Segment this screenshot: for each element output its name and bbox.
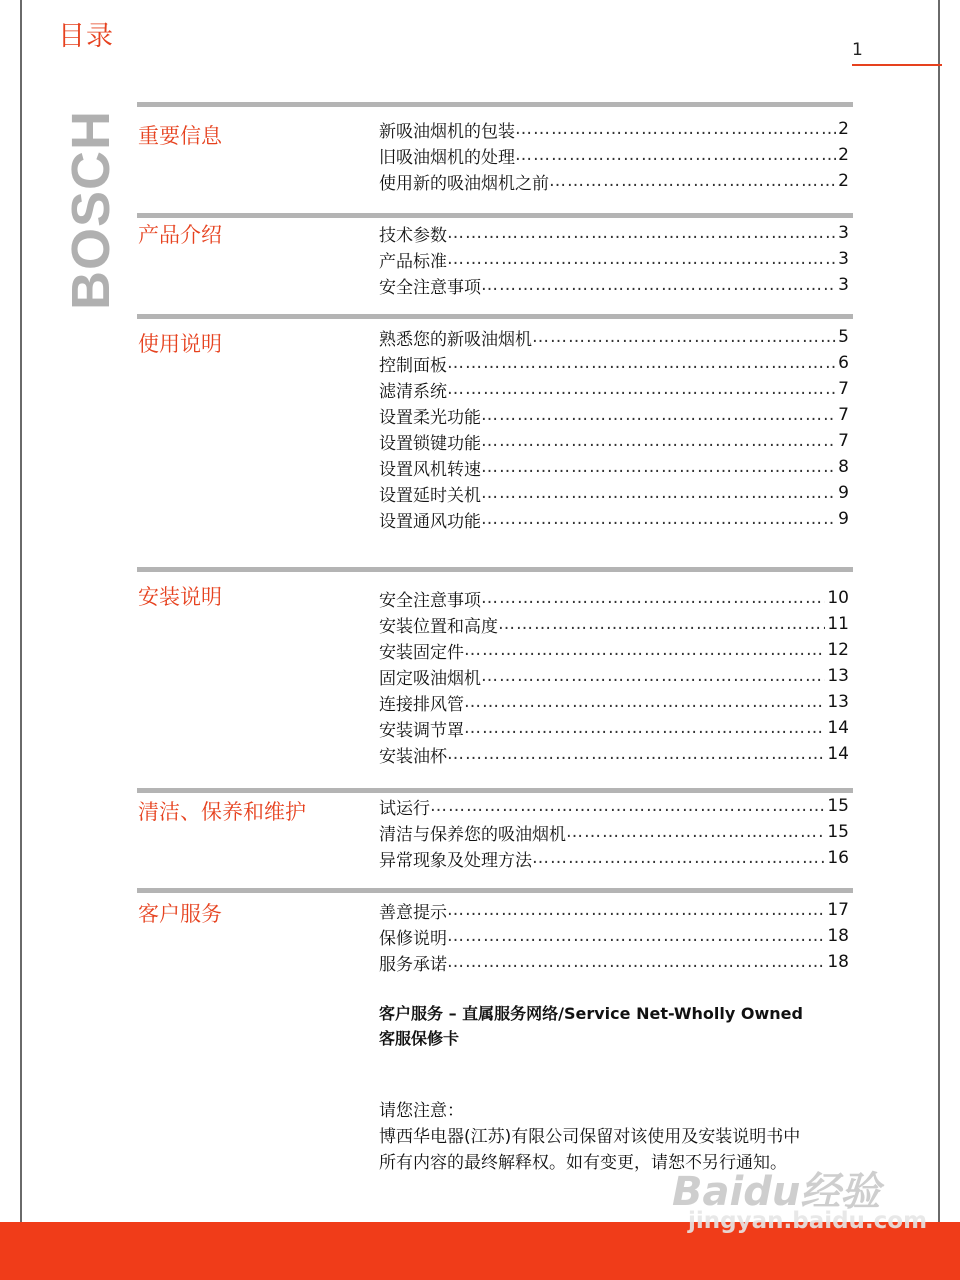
toc-entry-title: 安装固定件 [379, 642, 464, 663]
toc-entry[interactable] [379, 324, 849, 350]
dot-leader [481, 275, 836, 295]
toc-entry-title: 设置锁键功能 [379, 433, 481, 454]
toc-entry-page: 6 [838, 353, 849, 373]
notice-label: 请您注意： [379, 1101, 464, 1121]
toc-entry[interactable] [379, 428, 849, 454]
toc-entry-title: 安装调节罩 [379, 720, 464, 741]
toc-entry-page: 18 [827, 952, 849, 972]
toc-entry-title: 设置风机转速 [379, 459, 481, 480]
service-network-note [379, 1001, 803, 1051]
toc-entry-page: 3 [838, 223, 849, 243]
section-heading: 客户服务 [138, 902, 222, 926]
toc-entry-page: 11 [827, 614, 849, 634]
dot-leader [532, 327, 836, 347]
toc-entry-page: 9 [838, 483, 849, 503]
toc-entry[interactable] [379, 402, 849, 428]
toc-entry[interactable] [379, 220, 849, 246]
section-divider [137, 888, 853, 893]
toc-entry-page: 16 [827, 848, 849, 868]
dot-leader [447, 379, 836, 399]
dot-leader [532, 848, 825, 868]
dot-leader [464, 692, 825, 712]
toc-entries [379, 585, 849, 767]
toc-entry-title: 设置柔光功能 [379, 407, 481, 428]
toc-entry[interactable] [379, 168, 849, 194]
toc-entry-page: 3 [838, 249, 849, 269]
dot-leader [447, 952, 825, 972]
toc-entry-page: 15 [827, 822, 849, 842]
page-number: 1 [852, 40, 863, 60]
section-divider [137, 213, 853, 218]
dot-leader [549, 171, 836, 191]
dot-leader [481, 457, 836, 477]
toc-entry[interactable] [379, 949, 849, 975]
toc-entry[interactable] [379, 376, 849, 402]
dot-leader [481, 431, 836, 451]
toc-entry-title: 设置延时关机 [379, 485, 481, 506]
dot-leader [481, 509, 836, 529]
toc-entry-page: 2 [838, 171, 849, 191]
toc-entry[interactable] [379, 845, 849, 871]
service-network-line: 客户服务 – 直属服务网络/Service Net-Wholly Owned [379, 1004, 803, 1023]
dot-leader [481, 666, 825, 686]
toc-entry-page: 2 [838, 145, 849, 165]
toc-entry-page: 7 [838, 405, 849, 425]
toc-entry[interactable] [379, 715, 849, 741]
section-heading: 重要信息 [138, 124, 222, 148]
toc-entry-title: 技术参数 [379, 225, 447, 246]
toc-entry-title: 旧吸油烟机的处理 [379, 147, 515, 168]
toc-entry[interactable] [379, 663, 849, 689]
toc-entry-page: 7 [838, 431, 849, 451]
toc-entries [379, 220, 849, 298]
notice-line: 博西华电器(江苏)有限公司保留对该使用及安装说明书中 [379, 1127, 801, 1147]
toc-entry-title: 保修说明 [379, 928, 447, 949]
toc-entry[interactable] [379, 350, 849, 376]
toc-entry-page: 17 [827, 900, 849, 920]
toc-entry-title: 固定吸油烟机 [379, 668, 481, 689]
toc-entry-title: 连接排风管 [379, 694, 464, 715]
toc-entry[interactable] [379, 819, 849, 845]
dot-leader [447, 900, 825, 920]
page-number-rule [852, 64, 942, 66]
toc-entries [379, 324, 849, 532]
toc-entry-page: 15 [827, 796, 849, 816]
toc-entry[interactable] [379, 741, 849, 767]
toc-entry[interactable] [379, 611, 849, 637]
dot-leader [447, 249, 836, 269]
toc-entry-page: 7 [838, 379, 849, 399]
watermark-url: jingyan.baidu.com [688, 1208, 928, 1234]
toc-entry-page: 8 [838, 457, 849, 477]
toc-entries [379, 793, 849, 871]
dot-leader [447, 353, 836, 373]
notice-line: 所有内容的最终解释权。如有变更，请恕不另行通知。 [379, 1153, 787, 1173]
section-divider [137, 567, 853, 572]
toc-entry[interactable] [379, 272, 849, 298]
toc-entry-page: 2 [838, 119, 849, 139]
toc-entry[interactable] [379, 689, 849, 715]
toc-entry[interactable] [379, 454, 849, 480]
section-heading: 产品介绍 [138, 223, 222, 247]
warranty-card-line: 客服保修卡 [379, 1029, 460, 1048]
toc-entries [379, 116, 849, 194]
toc-entry-title: 清洁与保养您的吸油烟机 [379, 824, 566, 845]
dot-leader [566, 822, 825, 842]
toc-entry-title: 设置通风功能 [379, 511, 481, 532]
section-divider [137, 102, 853, 107]
toc-entry-title: 使用新的吸油烟机之前 [379, 173, 549, 194]
toc-entry-page: 12 [827, 640, 849, 660]
toc-entry-title: 控制面板 [379, 355, 447, 376]
toc-entry[interactable] [379, 793, 849, 819]
toc-entry-page: 14 [827, 718, 849, 738]
dot-leader [515, 145, 836, 165]
toc-entry-title: 善意提示 [379, 902, 447, 923]
toc-entry-page: 3 [838, 275, 849, 295]
toc-entry[interactable] [379, 246, 849, 272]
dot-leader [430, 796, 825, 816]
toc-entry-page: 9 [838, 509, 849, 529]
toc-entry[interactable] [379, 897, 849, 923]
toc-entry-title: 熟悉您的新吸油烟机 [379, 329, 532, 350]
toc-entry[interactable] [379, 506, 849, 532]
section-heading: 使用说明 [138, 332, 222, 356]
dot-leader [447, 926, 825, 946]
toc-entry-page: 5 [838, 327, 849, 347]
dot-leader [464, 718, 825, 738]
watermark-logo: Baidu经验 [672, 1169, 881, 1215]
dot-leader [464, 640, 825, 660]
toc-entry-page: 18 [827, 926, 849, 946]
dot-leader [481, 483, 836, 503]
toc-entry-title: 新吸油烟机的包装 [379, 121, 515, 142]
section-heading: 清洁、保养和维护 [138, 800, 306, 824]
toc-entry-title: 试运行 [379, 798, 430, 819]
toc-entry[interactable] [379, 142, 849, 168]
toc-entry[interactable] [379, 480, 849, 506]
toc-entry-page: 10 [827, 588, 849, 608]
page-title: 目录 [58, 21, 114, 52]
toc-entry-title: 滤清系统 [379, 381, 447, 402]
toc-entry-title: 安装位置和高度 [379, 616, 498, 637]
brand-logo: BOSCH [61, 109, 121, 310]
toc-entry-title: 异常现象及处理方法 [379, 850, 532, 871]
toc-entry-page: 13 [827, 666, 849, 686]
dot-leader [447, 744, 825, 764]
right-border-line [938, 0, 940, 1222]
toc-entry-title: 产品标准 [379, 251, 447, 272]
toc-entry[interactable] [379, 585, 849, 611]
dot-leader [498, 614, 825, 634]
toc-entry-title: 安装油杯 [379, 746, 447, 767]
toc-entry-page: 13 [827, 692, 849, 712]
toc-entry[interactable] [379, 637, 849, 663]
dot-leader [481, 405, 836, 425]
left-border-line [20, 0, 22, 1222]
section-heading: 安装说明 [138, 585, 222, 609]
toc-entry-title: 服务承诺 [379, 954, 447, 975]
toc-entries [379, 897, 849, 975]
toc-entry[interactable] [379, 116, 849, 142]
dot-leader [447, 223, 836, 243]
toc-entry[interactable] [379, 923, 849, 949]
dot-leader [515, 119, 836, 139]
section-divider [137, 314, 853, 319]
dot-leader [481, 588, 825, 608]
toc-entry-title: 安全注意事项 [379, 277, 481, 298]
toc-entry-page: 14 [827, 744, 849, 764]
toc-entry-title: 安全注意事项 [379, 590, 481, 611]
